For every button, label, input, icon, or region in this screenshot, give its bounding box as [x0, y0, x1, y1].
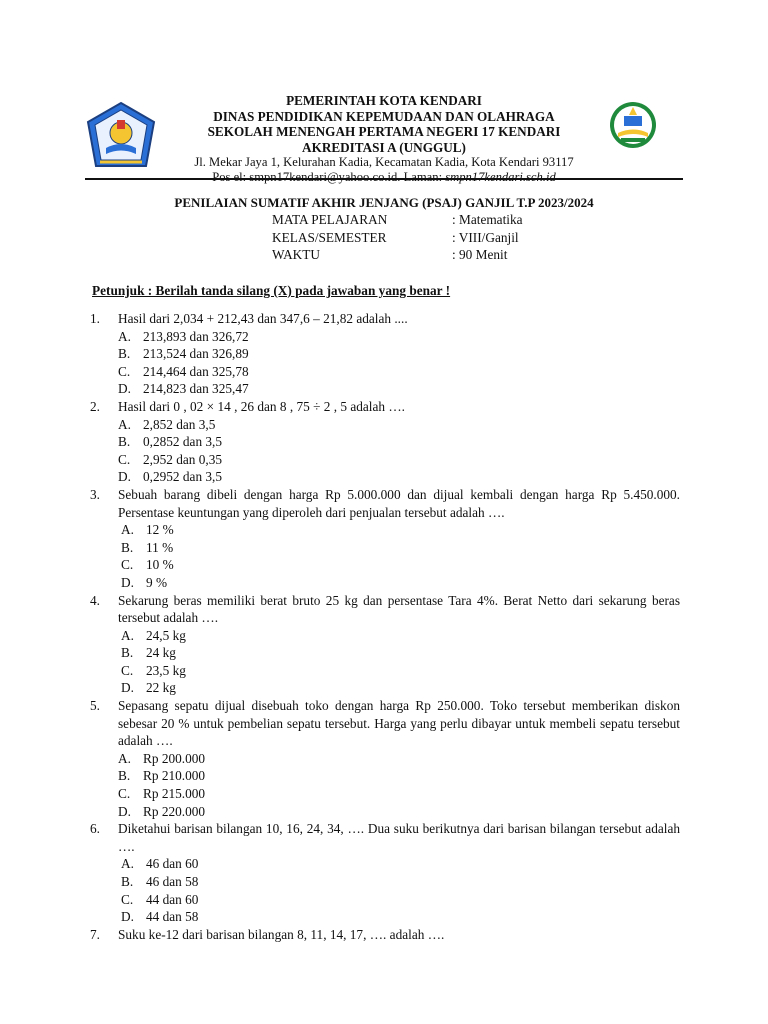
- option-c[interactable]: [118, 363, 680, 381]
- email-text: Pos el: smpn17kendari@yahoo.co.id. Laman:: [212, 170, 446, 184]
- option-text: 9 %: [146, 574, 168, 590]
- question-list: [90, 310, 680, 943]
- question-stem: Suku ke-12 dari barisan bilangan 8, 11, 14, 17, …. adalah ….: [118, 926, 445, 942]
- option-letter: A.: [121, 522, 134, 538]
- option-text: 23,5 kg: [146, 662, 186, 678]
- meta-subject: [272, 211, 523, 229]
- option-text: 10 %: [146, 557, 174, 573]
- option-text: 12 %: [146, 522, 174, 538]
- tut-wuri-handayani-logo: [604, 100, 662, 150]
- option-letter: C.: [118, 786, 131, 802]
- exam-meta: [272, 211, 523, 264]
- option-letter: B.: [121, 539, 134, 555]
- option-a[interactable]: [118, 328, 680, 346]
- question-stem: Diketahui barisan bilangan 10, 16, 24, 34, …. Dua suku berikutnya dari barisan bilangan tersebut adalah ….: [118, 821, 680, 854]
- meta-key: MATA PELAJARAN: [272, 212, 388, 227]
- option-a[interactable]: [121, 855, 680, 873]
- question-5: [90, 697, 680, 820]
- question-number: 7.: [90, 926, 100, 942]
- option-text: 22 kg: [146, 680, 176, 696]
- school-name: SEKOLAH MENENGAH PERTAMA NEGERI 17 KENDARI: [207, 124, 561, 139]
- option-text: 213,524 dan 326,89: [143, 346, 249, 362]
- option-text: 44 dan 60: [146, 891, 199, 907]
- kota-kendari-emblem-logo: [84, 100, 158, 174]
- question-stem: Hasil dari 0 , 02 × 14 , 26 dan 8 , 75 ÷ 2 , 5 adalah ….: [118, 398, 405, 414]
- question-number: 4.: [90, 592, 100, 608]
- question-1: [90, 310, 680, 398]
- option-letter: A.: [118, 416, 131, 432]
- question-4: [90, 592, 680, 698]
- meta-time: [272, 246, 523, 264]
- school-address: Jl. Mekar Jaya 1, Kelurahan Kadia, Kecamatan Kadia, Kota Kendari 93117: [194, 155, 574, 169]
- option-b[interactable]: [118, 345, 680, 363]
- option-letter: D.: [121, 909, 134, 925]
- option-letter: A.: [121, 627, 134, 643]
- meta-value: : VIII/Ganjil: [452, 229, 519, 245]
- option-c[interactable]: [121, 556, 680, 574]
- option-text: 214,464 dan 325,78: [143, 363, 249, 379]
- option-text: 24 kg: [146, 645, 176, 661]
- option-text: 2,852 dan 3,5: [143, 416, 216, 432]
- meta-class: [272, 229, 523, 247]
- question-6: [90, 820, 680, 926]
- option-letter: D.: [121, 680, 134, 696]
- option-letter: B.: [118, 346, 131, 362]
- option-b[interactable]: [121, 539, 680, 557]
- question-number: 2.: [90, 398, 100, 414]
- option-text: 46 dan 60: [146, 856, 199, 872]
- option-text: 44 dan 58: [146, 909, 199, 925]
- option-text: 0,2852 dan 3,5: [143, 434, 223, 450]
- question-number: 3.: [90, 486, 100, 502]
- option-text: Rp 210.000: [143, 768, 206, 784]
- question-stem: Hasil dari 2,034 + 212,43 dan 347,6 – 21,82 adalah ....: [118, 311, 408, 326]
- meta-value: : Matematika: [452, 212, 523, 227]
- question-number: 5.: [90, 698, 100, 714]
- header-divider: [85, 178, 683, 180]
- question-stem: Sebuah barang dibeli dengan harga Rp 5.000.000 dan dijual kembali dengan harga Rp 5.450.000. Persentase keuntungan yang diperoleh dari penjualan tersebut adalah ….: [118, 486, 680, 520]
- department-name: DINAS PENDIDIKAN KEPEMUDAAN DAN OLAHRAGA: [213, 108, 555, 124]
- option-d[interactable]: [121, 679, 680, 697]
- question-3: [90, 486, 680, 592]
- option-d[interactable]: [121, 908, 680, 926]
- option-a[interactable]: [121, 521, 680, 539]
- option-d[interactable]: [118, 380, 680, 398]
- exam-title: PENILAIAN SUMATIF AKHIR JENJANG (PSAJ) GANJIL T.P 2023/2024: [174, 195, 594, 210]
- government-name: PEMERINTAH KOTA KENDARI: [286, 93, 482, 108]
- option-text: Rp 220.000: [143, 803, 206, 819]
- option-letter: C.: [118, 363, 131, 379]
- option-text: Rp 215.000: [143, 786, 206, 802]
- option-a[interactable]: [118, 750, 680, 768]
- option-letter: D.: [118, 803, 131, 819]
- option-text: 46 dan 58: [146, 874, 199, 889]
- option-c[interactable]: [121, 662, 680, 680]
- option-a[interactable]: [121, 627, 680, 645]
- question-number: 6.: [90, 821, 100, 837]
- option-letter: C.: [121, 891, 134, 907]
- question-stem: Sepasang sepatu dijual disebuah toko dengan harga Rp 250.000. Toko tersebut memberikan diskon sebesar 20 % untuk pembelian sepatu tersebut. Harga yang perlu dibayar untuk membeli sepatu tersebut adalah ….: [118, 698, 680, 749]
- option-letter: B.: [121, 645, 134, 661]
- option-letter: B.: [118, 434, 131, 450]
- option-letter: B.: [118, 768, 131, 784]
- option-c[interactable]: [121, 891, 680, 909]
- option-letter: C.: [121, 662, 134, 678]
- option-b[interactable]: [118, 767, 680, 785]
- meta-value: : 90 Menit: [452, 247, 508, 263]
- question-7: [90, 926, 680, 944]
- option-b[interactable]: [118, 433, 680, 451]
- question-number: 1.: [90, 311, 100, 326]
- option-d[interactable]: [121, 574, 680, 592]
- option-text: 2,952 dan 0,35: [143, 451, 223, 467]
- option-letter: A.: [118, 328, 131, 344]
- option-d[interactable]: [118, 468, 680, 486]
- option-letter: B.: [121, 874, 134, 889]
- option-letter: D.: [118, 381, 131, 397]
- option-letter: C.: [121, 557, 134, 573]
- meta-key: WAKTU: [272, 247, 321, 263]
- meta-key: KELAS/SEMESTER: [272, 229, 387, 245]
- option-letter: C.: [118, 451, 131, 467]
- option-a[interactable]: [118, 416, 680, 434]
- option-b[interactable]: [121, 873, 680, 891]
- option-letter: D.: [121, 574, 134, 590]
- option-text: 0,2952 dan 3,5: [143, 469, 223, 485]
- instruction: Petunjuk : Berilah tanda silang (X) pada jawaban yang benar !: [92, 283, 451, 298]
- question-2: [90, 398, 680, 486]
- option-b[interactable]: [121, 644, 680, 662]
- option-d[interactable]: [118, 803, 680, 821]
- letterhead: [160, 93, 608, 185]
- option-letter: D.: [118, 469, 131, 485]
- option-c[interactable]: [118, 785, 680, 803]
- option-letter: A.: [121, 856, 134, 872]
- option-text: 24,5 kg: [146, 627, 186, 643]
- option-text: 214,823 dan 325,47: [143, 381, 249, 397]
- question-stem: Sekarung beras memiliki berat bruto 25 kg dan persentase Tara 4%. Berat Netto dari sekarung beras tersebut adalah ….: [118, 592, 680, 626]
- website-link[interactable]: smpn17kendari.sch.id: [445, 170, 556, 184]
- option-c[interactable]: [118, 451, 680, 469]
- option-letter: A.: [118, 750, 131, 766]
- option-text: Rp 200.000: [143, 750, 206, 766]
- option-text: 213,893 dan 326,72: [143, 328, 249, 344]
- accreditation: AKREDITASI A (UNGGUL): [302, 139, 466, 155]
- option-text: 11 %: [146, 539, 174, 555]
